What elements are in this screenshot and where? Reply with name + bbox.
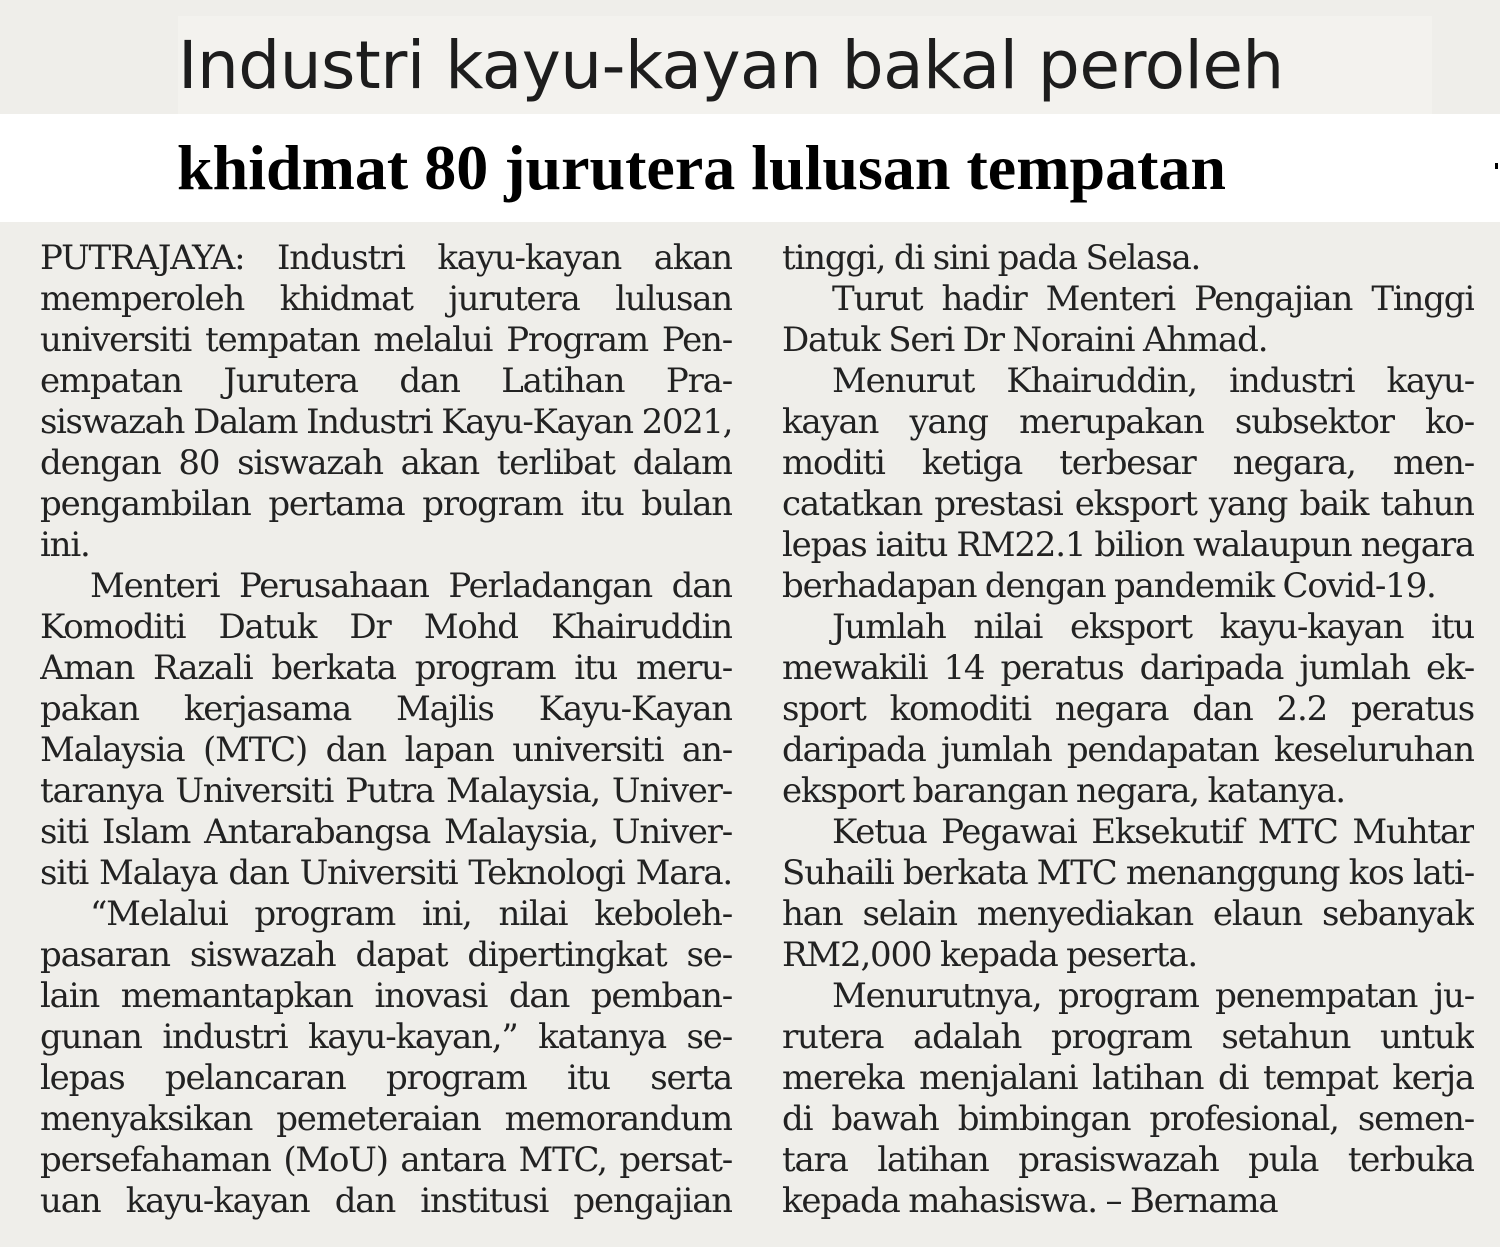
article-line: siti Islam Antarabangsa Malaysia, Univer- <box>40 812 732 852</box>
article-line: Menteri Perusahaan Perladangan dan <box>90 566 732 606</box>
article-line: daripada jumlah pendapatan keseluruhan <box>782 730 1474 770</box>
article-line: Menurutnya, program penempatan ju- <box>832 976 1474 1016</box>
article-line: siswazah Dalam Industri Kayu-Kayan 2021, <box>40 402 732 442</box>
article-line: memperoleh khidmat jurutera lulusan <box>40 279 732 319</box>
article-line: tinggi, di sini pada Selasa. <box>782 238 1201 278</box>
article-line: mewakili 14 peratus daripada jumlah ek- <box>782 648 1474 688</box>
article-line: RM2,000 kepada peserta. <box>782 935 1198 975</box>
article-line: taranya Universiti Putra Malaysia, Univer- <box>40 771 732 811</box>
article-line: persefahaman (MoU) antara MTC, persat- <box>40 1140 732 1180</box>
article-line: eksport barangan negara, katanya. <box>782 771 1345 811</box>
article-column-left <box>40 238 732 1222</box>
article-line: PUTRAJAYA: Industri kayu-kayan akan <box>40 238 732 278</box>
article-line: pakan kerjasama Majlis Kayu-Kayan <box>40 689 732 729</box>
headline-line-2-band <box>0 114 1500 222</box>
article-body <box>0 222 1500 1247</box>
article-line: “Melalui program ini, nilai keboleh- <box>90 894 732 934</box>
article-line: gunan industri kayu-kayan,” katanya se- <box>40 1017 732 1057</box>
headline-line-1: Industri kayu-kayan bakal peroleh <box>178 16 1432 116</box>
headline-line-2: khidmat 80 jurutera lulusan tempatan <box>177 132 1226 203</box>
article-line: ini. <box>40 525 90 565</box>
headline-block <box>0 0 1500 222</box>
article-line: Turut hadir Menteri Pengajian Tinggi <box>832 279 1474 319</box>
article-line: lepas pelancaran program itu serta <box>40 1058 732 1098</box>
article-line: han selain menyediakan elaun sebanyak <box>782 894 1474 934</box>
article-line: universiti tempatan melalui Program Pen- <box>40 320 732 360</box>
article-line: pengambilan pertama program itu bulan <box>40 484 732 524</box>
article-line: rutera adalah program setahun untuk <box>782 1017 1474 1057</box>
article-line: Aman Razali berkata program itu meru- <box>40 648 732 688</box>
article-line: empatan Jurutera dan Latihan Pra- <box>40 361 732 401</box>
article-line: tara latihan prasiswazah pula terbuka <box>782 1140 1474 1180</box>
article-line: Jumlah nilai eksport kayu-kayan itu <box>832 607 1474 647</box>
article-line: dengan 80 siswazah akan terlibat dalam <box>40 443 732 483</box>
article-column-right <box>782 238 1474 1222</box>
article-line: moditi ketiga terbesar negara, men- <box>782 443 1474 483</box>
article-line: di bawah bimbingan profesional, semen- <box>782 1099 1474 1139</box>
article-line: Komoditi Datuk Dr Mohd Khairuddin <box>40 607 732 647</box>
article-line: Menurut Khairuddin, industri kayu- <box>832 361 1474 401</box>
article-line: lain memantapkan inovasi dan pemban- <box>40 976 732 1016</box>
article-line: catatkan prestasi eksport yang baik tahun <box>782 484 1474 524</box>
crop-mark <box>1495 163 1498 169</box>
article-line: Malaysia (MTC) dan lapan universiti an- <box>40 730 732 770</box>
article-line: siti Malaya dan Universiti Teknologi Mara. <box>40 853 732 893</box>
article-line: pasaran siswazah dapat dipertingkat se- <box>40 935 732 975</box>
article-line: Datuk Seri Dr Noraini Ahmad. <box>782 320 1268 360</box>
article-line: kepada mahasiswa. – Bernama <box>782 1181 1278 1221</box>
article-line: berhadapan dengan pandemik Covid-19. <box>782 566 1436 606</box>
article-line: lepas iaitu RM22.1 bilion walaupun negara <box>782 525 1474 565</box>
article-line: Suhaili berkata MTC menanggung kos lati- <box>782 853 1474 893</box>
article-line: sport komoditi negara dan 2.2 peratus <box>782 689 1474 729</box>
article-line: kayan yang merupakan subsektor ko- <box>782 402 1474 442</box>
article-line: Ketua Pegawai Eksekutif MTC Muhtar <box>832 812 1474 852</box>
article-line: menyaksikan pemeteraian memorandum <box>40 1099 732 1139</box>
article-line: uan kayu-kayan dan institusi pengajian <box>40 1181 732 1221</box>
article-line: mereka menjalani latihan di tempat kerja <box>782 1058 1474 1098</box>
